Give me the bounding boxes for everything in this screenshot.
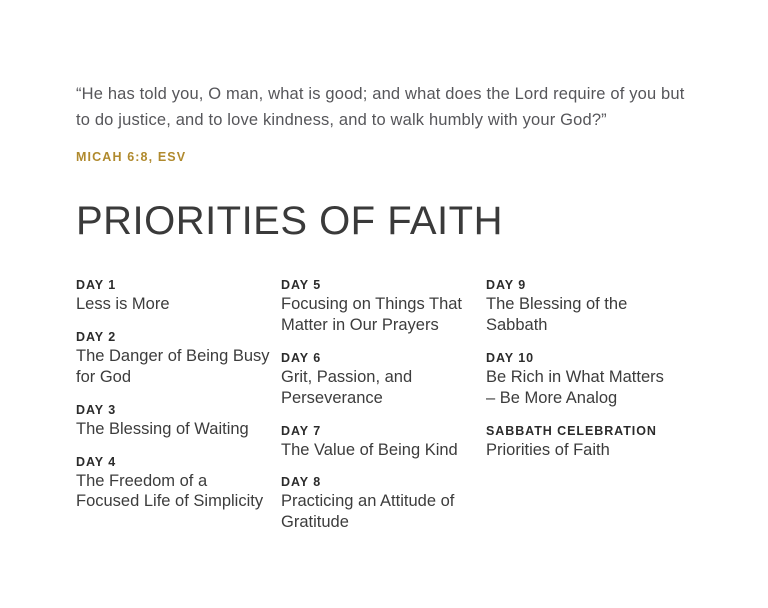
day-label: DAY 4: [76, 454, 117, 469]
list-item: [486, 351, 691, 409]
page-title: PRIORITIES OF FAITH: [76, 199, 503, 244]
list-item: [281, 475, 486, 533]
day-title: The Blessing of the Sabbath: [486, 295, 628, 335]
sabbath-celebration-label: SABBATH CELEBRATION: [486, 423, 657, 438]
day-label: DAY 7: [281, 423, 322, 438]
day-title: The Freedom of a Focused Life of Simplicity: [76, 471, 264, 511]
list-item: [281, 351, 486, 409]
list-item: [281, 424, 486, 461]
day-title: The Value of Being Kind: [281, 440, 458, 459]
day-column-3: [486, 278, 691, 532]
list-item: [486, 278, 691, 336]
day-title: Less is More: [76, 295, 170, 314]
epigraph-quote: “He has told you, O man, what is good; and what does the Lord require of you but to do justice, and to love kindness, and to walk humbly with your God?”: [76, 84, 685, 130]
day-title: Practicing an Attitude of Gratitude: [281, 492, 455, 532]
day-label: DAY 2: [76, 330, 117, 345]
day-list-columns: [76, 278, 696, 532]
day-title: The Danger of Being Busy for God: [76, 347, 270, 386]
epigraph-citation: MICAH 6:8, ESV: [76, 150, 187, 165]
list-item: [76, 330, 281, 388]
day-label: DAY 3: [76, 402, 117, 417]
list-item: [486, 424, 691, 461]
day-label: DAY 1: [76, 278, 117, 293]
day-label: DAY 6: [281, 351, 322, 365]
sabbath-celebration-title: Priorities of Faith: [486, 440, 610, 459]
day-label: DAY 5: [281, 278, 322, 293]
list-item: [76, 278, 281, 315]
day-title: Focusing on Things That Matter in Our Prayers: [281, 295, 463, 335]
day-title: Grit, Passion, and Perseverance: [281, 368, 413, 407]
day-column-1: [76, 278, 281, 532]
day-label: DAY 10: [486, 351, 535, 365]
list-item: [281, 278, 486, 336]
day-title: Be Rich in What Matters – Be More Analog: [486, 368, 664, 407]
day-column-2: [281, 278, 486, 532]
day-label: DAY 9: [486, 278, 527, 293]
list-item: [76, 455, 281, 513]
day-title: The Blessing of Waiting: [76, 419, 249, 438]
list-item: [76, 403, 281, 440]
day-label: DAY 8: [281, 475, 322, 490]
